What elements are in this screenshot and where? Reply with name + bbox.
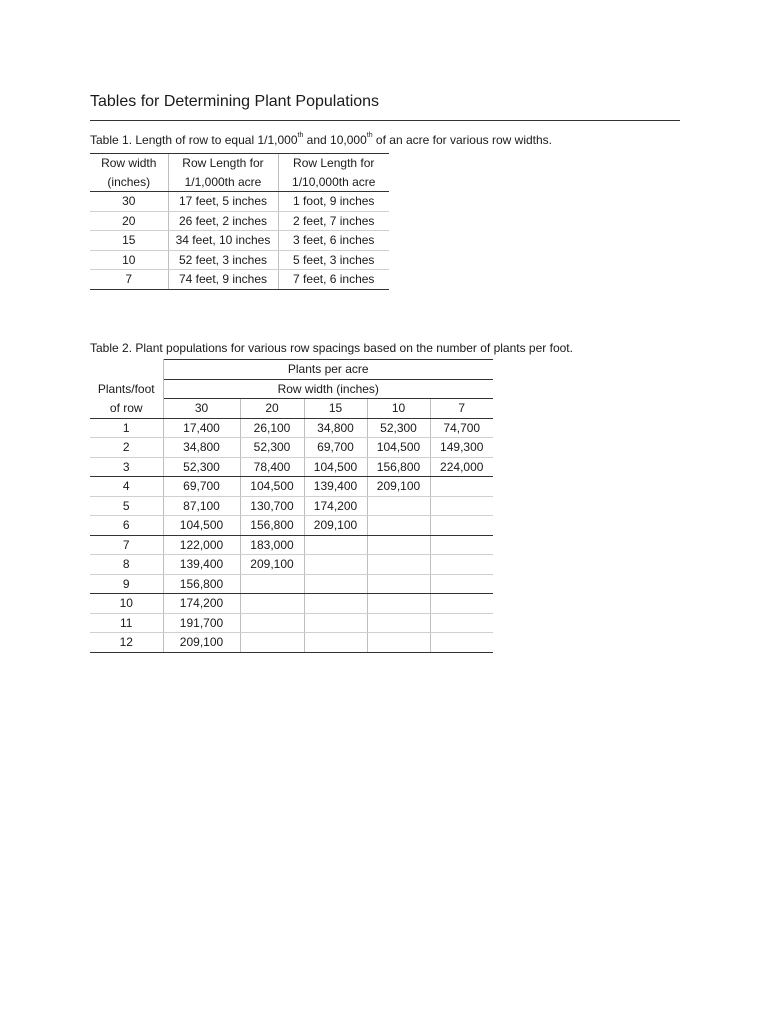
table1-header-row [90,154,389,173]
population-cell: 183,000 [240,535,304,555]
table-row [90,418,493,438]
table2-caption: Table 2. Plant populations for various row spacings based on the number of plants per foot. [90,341,573,355]
title-divider [90,120,680,121]
population-cell: 191,700 [163,613,240,633]
table-row [90,613,493,633]
population-cell: 17,400 [163,418,240,438]
row-header-line1: Plants/foot [90,379,163,399]
plants-per-foot-cell: 5 [90,496,163,516]
population-cell [304,613,367,633]
plants-per-foot-cell: 1 [90,418,163,438]
table-row [90,477,493,497]
table-cell: 10 [90,250,168,270]
population-cell: 156,800 [367,457,430,477]
population-cell [240,594,304,614]
population-cell: 149,300 [430,438,493,458]
population-cell [304,594,367,614]
table-cell: 52 feet, 3 inches [168,250,278,270]
population-cell [304,633,367,653]
table-cell: 74 feet, 9 inches [168,270,278,290]
population-cell: 209,100 [367,477,430,497]
population-cell: 139,400 [304,477,367,497]
population-cell [430,477,493,497]
population-cell: 52,300 [163,457,240,477]
row-width-column-header: 20 [240,399,304,419]
population-cell [430,633,493,653]
plants-per-foot-cell: 11 [90,613,163,633]
table-row [90,516,493,536]
population-cell [430,535,493,555]
table1-header-cell: Row Length for [168,154,278,173]
population-cell [430,594,493,614]
population-cell [367,633,430,653]
population-cell [367,535,430,555]
table-row [90,192,389,212]
population-cell [430,496,493,516]
population-cell: 104,500 [240,477,304,497]
population-cell: 69,700 [163,477,240,497]
table-cell: 3 feet, 6 inches [278,231,389,251]
population-cell: 26,100 [240,418,304,438]
population-cell: 52,300 [240,438,304,458]
population-cell: 74,700 [430,418,493,438]
table-row [90,250,389,270]
table-cell: 2 feet, 7 inches [278,211,389,231]
population-cell [367,574,430,594]
plants-per-foot-cell: 2 [90,438,163,458]
page-title: Tables for Determining Plant Populations [90,93,380,110]
plants-per-foot-cell: 8 [90,555,163,575]
population-cell: 87,100 [163,496,240,516]
table1-header-cell: Row width [90,154,168,173]
table1-header-cell: (inches) [90,173,168,192]
population-cell: 34,800 [163,438,240,458]
plants-per-foot-cell: 7 [90,535,163,555]
population-cell [240,633,304,653]
plants-per-foot-cell: 9 [90,574,163,594]
table-cell: 15 [90,231,168,251]
population-cell: 139,400 [163,555,240,575]
table-row [90,457,493,477]
table-row [90,633,493,653]
population-cell: 104,500 [163,516,240,536]
population-cell: 156,800 [163,574,240,594]
table-row [90,496,493,516]
population-cell [367,496,430,516]
table-cell: 7 [90,270,168,290]
row-width-column-header: 7 [430,399,493,419]
table1-caption: Table 1. Length of row to equal 1/1,000th and 10,000th of an acre for various row widths. [90,132,553,147]
plants-per-foot-cell: 6 [90,516,163,536]
table-row [90,270,389,290]
population-cell [430,613,493,633]
table-row [90,231,389,251]
population-cell [240,574,304,594]
population-cell [367,555,430,575]
plants-per-foot-cell: 4 [90,477,163,497]
header-spacer [90,360,163,380]
row-width-column-header: 10 [367,399,430,419]
plants-per-foot-cell: 12 [90,633,163,653]
population-cell: 104,500 [367,438,430,458]
row-width-column-header: 30 [163,399,240,419]
table1-header-cell: 1/1,000th acre [168,173,278,192]
population-cell: 69,700 [304,438,367,458]
group-header: Plants per acre [163,360,493,380]
population-cell [367,594,430,614]
table-cell: 26 feet, 2 inches [168,211,278,231]
table-row [90,555,493,575]
row-header-line2: of row [90,399,163,419]
population-cell [304,535,367,555]
table-cell: 20 [90,211,168,231]
table-cell: 5 feet, 3 inches [278,250,389,270]
row-length-table [90,153,389,290]
table-cell: 7 feet, 6 inches [278,270,389,290]
population-cell [367,613,430,633]
population-cell [430,555,493,575]
table-row [90,574,493,594]
table-cell: 17 feet, 5 inches [168,192,278,212]
population-cell: 52,300 [367,418,430,438]
row-width-column-header: 15 [304,399,367,419]
table-cell: 1 foot, 9 inches [278,192,389,212]
plant-population-table [90,359,493,653]
population-cell: 34,800 [304,418,367,438]
table1-header-cell: 1/10,000th acre [278,173,389,192]
table1-header-row [90,173,389,192]
table-row [90,438,493,458]
population-cell: 78,400 [240,457,304,477]
population-cell: 174,200 [163,594,240,614]
table-row [90,594,493,614]
population-cell: 104,500 [304,457,367,477]
table-cell: 34 feet, 10 inches [168,231,278,251]
population-cell: 209,100 [163,633,240,653]
table1-header-cell: Row Length for [278,154,389,173]
population-cell [367,516,430,536]
population-cell: 209,100 [240,555,304,575]
population-cell: 174,200 [304,496,367,516]
plants-per-foot-cell: 10 [90,594,163,614]
population-cell [240,613,304,633]
population-cell [430,516,493,536]
population-cell: 209,100 [304,516,367,536]
population-cell: 130,700 [240,496,304,516]
subgroup-header: Row width (inches) [163,379,493,399]
population-cell [304,555,367,575]
population-cell [430,574,493,594]
population-cell: 122,000 [163,535,240,555]
table-row [90,535,493,555]
table-row [90,211,389,231]
population-cell: 156,800 [240,516,304,536]
population-cell: 224,000 [430,457,493,477]
table-cell: 30 [90,192,168,212]
plants-per-foot-cell: 3 [90,457,163,477]
population-cell [304,574,367,594]
